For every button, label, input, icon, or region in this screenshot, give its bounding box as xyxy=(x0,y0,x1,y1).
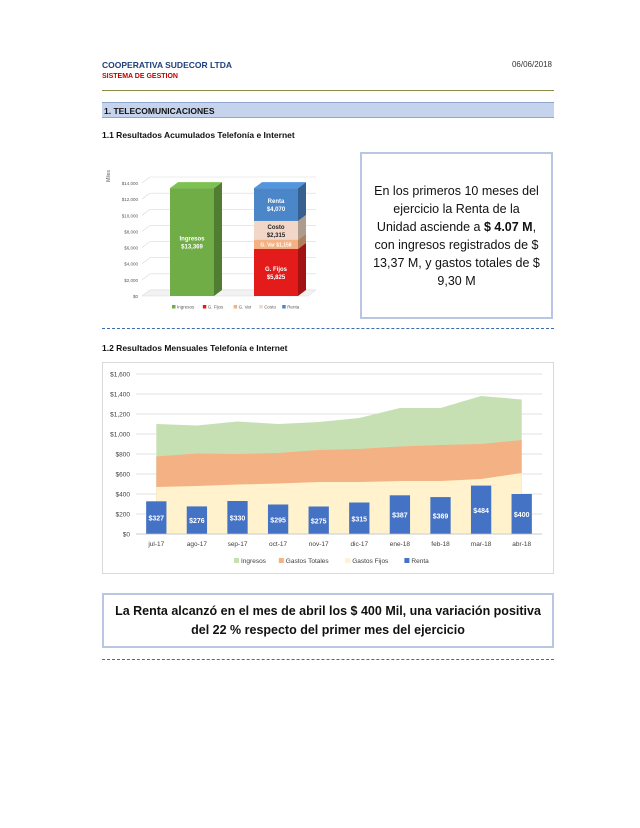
company-name: COOPERATIVA SUDECOR LTDA xyxy=(102,60,233,70)
y-tick-label: $4,000 xyxy=(124,261,138,267)
renta-bar-label: $275 xyxy=(310,518,327,526)
bar-top xyxy=(170,182,222,188)
bar-segment-value: $13,369 xyxy=(181,244,203,251)
x-tick-label: ene-18 xyxy=(389,541,411,548)
legend-label: Gastos Fijos xyxy=(352,558,389,565)
y-tick-label: $0 xyxy=(122,531,130,539)
bar-segment-label: G. Var $1,158 xyxy=(260,242,292,249)
dashed-divider-bottom xyxy=(102,659,554,660)
renta-highlight: $ 4.07 M xyxy=(483,219,533,234)
bar-top xyxy=(254,182,306,188)
legend-label: Costo xyxy=(264,304,276,310)
y-tick-label: $600 xyxy=(115,471,130,479)
subsection-title-accumulated: 1.1 Resultados Acumulados Telefonía e Internet xyxy=(102,130,295,140)
monthly-results-chart xyxy=(102,362,554,574)
x-tick-label: mar-18 xyxy=(470,541,492,548)
bar-segment-label: Costo xyxy=(267,224,285,231)
monthly-summary-text: La Renta alcanzó en el mes de abril los $ 400 Mil, una variación positiva del 22 % respecto del primer mes del ejercicio xyxy=(115,603,541,637)
gridline-depth xyxy=(142,177,150,183)
dashed-divider xyxy=(102,328,554,329)
renta-bar-label: $369 xyxy=(432,513,449,521)
renta-bar-label: $484 xyxy=(473,507,489,515)
y-tick-label: $8,000 xyxy=(124,229,138,235)
x-tick-label: nov-17 xyxy=(308,541,329,548)
accumulated-summary-callout xyxy=(360,152,553,319)
legend-label: Gastos Totales xyxy=(285,558,329,565)
legend-swatch xyxy=(234,558,239,563)
legend-label: G. Var xyxy=(238,304,252,310)
legend-swatch xyxy=(203,305,207,309)
monthly-summary-callout xyxy=(102,593,554,648)
gridline-depth xyxy=(142,193,150,199)
y-tick-label: $10,000 xyxy=(121,213,138,219)
bar-segment-value: $4,070 xyxy=(266,207,286,214)
bar-side xyxy=(298,182,306,221)
legend-label: Renta xyxy=(411,558,429,565)
x-tick-label: jul-17 xyxy=(148,541,165,548)
renta-bar-label: $400 xyxy=(513,512,530,519)
renta-bar-label: $330 xyxy=(229,515,246,523)
y-tick-label: $200 xyxy=(115,511,130,519)
legend-label: G. Fijos xyxy=(207,304,224,310)
legend-swatch xyxy=(404,558,409,563)
x-tick-label: dic-17 xyxy=(350,541,369,548)
section-title: 1. TELECOMUNICACIONES xyxy=(102,102,554,118)
legend-label: Ingresos xyxy=(241,558,266,565)
x-tick-label: feb-18 xyxy=(431,541,450,548)
y-axis-label: Miles xyxy=(106,170,112,182)
y-tick-label: $2,000 xyxy=(124,277,138,283)
renta-bar-label: $315 xyxy=(351,516,368,524)
gridline-depth xyxy=(142,242,150,248)
renta-bar-label: $295 xyxy=(270,517,286,525)
legend-swatch xyxy=(234,305,238,309)
gridline-depth xyxy=(142,274,150,280)
y-tick-label: $1,600 xyxy=(110,371,130,379)
x-tick-label: oct-17 xyxy=(269,541,288,548)
legend-swatch xyxy=(172,305,176,309)
y-tick-label: $14,000 xyxy=(121,181,138,186)
subsection-title-monthly: 1.2 Resultados Mensuales Telefonía e Internet xyxy=(102,343,288,353)
bar-segment-value: $5,825 xyxy=(266,274,286,281)
y-tick-label: $12,000 xyxy=(121,197,138,203)
gridline-depth xyxy=(142,258,150,264)
bar-side xyxy=(214,182,222,296)
renta-bar-label: $327 xyxy=(148,515,165,523)
y-tick-label: $0 xyxy=(132,294,138,299)
legend-label: Ingresos xyxy=(177,304,195,310)
y-tick-label: $1,400 xyxy=(110,391,130,399)
x-tick-label: ago-17 xyxy=(186,541,208,548)
renta-bar-label: $276 xyxy=(189,518,205,526)
system-name: SISTEMA DE GESTION xyxy=(102,73,178,80)
legend-swatch xyxy=(279,558,284,563)
bar-segment-value: $2,315 xyxy=(266,232,286,239)
gridline-depth xyxy=(142,225,150,231)
bar-segment-label: G. Fijos xyxy=(264,266,288,273)
accumulated-summary-text: En los primeros 10 meses del ejercicio la Renta de la Unidad asciende a $ 4.07 M, con ingresos registrados de $ 13,37 M, y gastos totales de $ 9,30 M xyxy=(373,183,540,288)
y-tick-label: $6,000 xyxy=(124,245,138,251)
bar-side xyxy=(298,243,306,296)
renta-bar-label: $387 xyxy=(392,512,408,520)
y-tick-label: $400 xyxy=(115,491,130,499)
accumulated-results-chart xyxy=(102,150,352,320)
bar-segment-label: Ingresos xyxy=(179,236,205,243)
bar-segment-label: Renta xyxy=(267,199,285,206)
x-tick-label: sep-17 xyxy=(227,541,248,548)
legend-label: Renta xyxy=(287,304,300,310)
x-tick-label: abr-18 xyxy=(512,541,532,548)
legend-swatch xyxy=(345,558,350,563)
header-divider xyxy=(102,90,554,91)
y-tick-label: $1,000 xyxy=(110,431,130,439)
y-tick-label: $800 xyxy=(115,451,130,459)
y-tick-label: $1,200 xyxy=(110,411,130,419)
gridline-depth xyxy=(142,209,150,215)
report-date: 06/06/2018 xyxy=(511,60,552,69)
legend-swatch xyxy=(282,305,286,309)
legend-swatch xyxy=(259,305,263,309)
